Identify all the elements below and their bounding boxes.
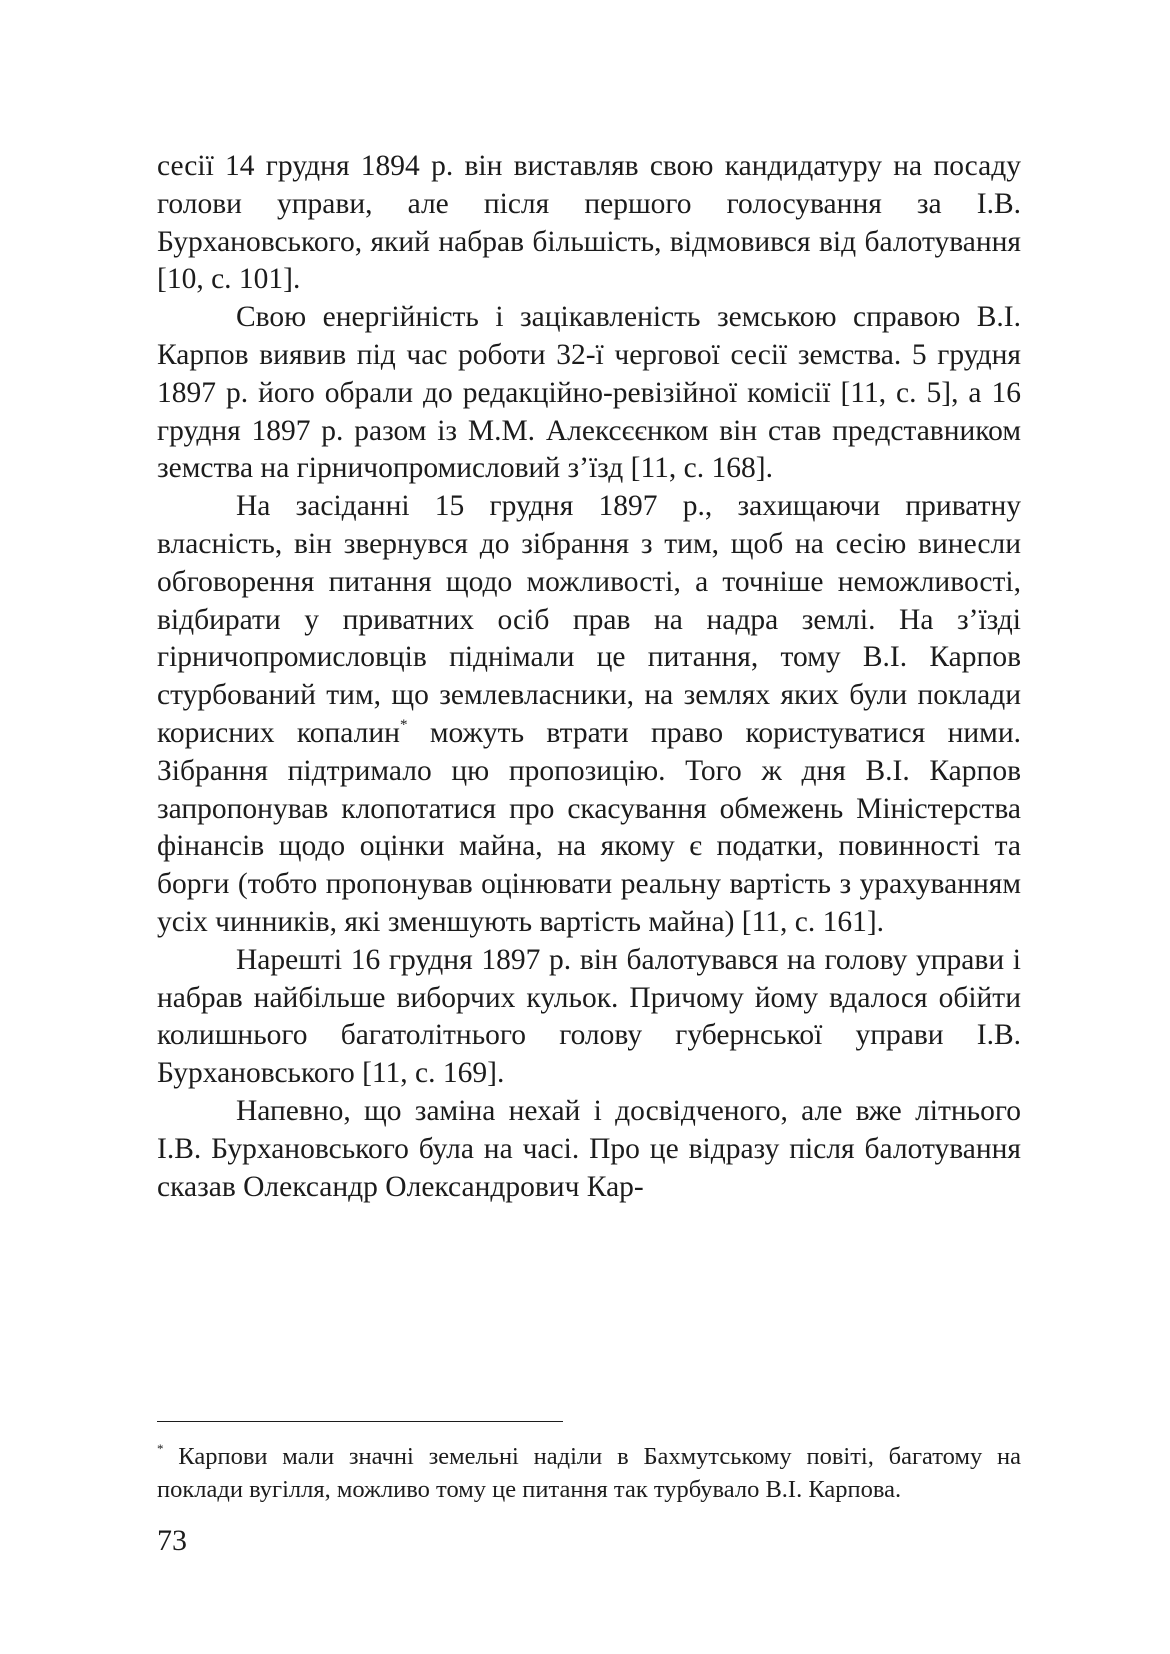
page-number: 73 [157, 1524, 187, 1557]
footnote-text: Карпови мали значні земельні наділи в Бахмутському повіті, багатому на поклади вугілля, можливо тому це питання так турбувало В.І. Карпова. [157, 1443, 1021, 1503]
body-paragraph-2: Свою енергійність і зацікавленість земською справою В.І. Карпов виявив під час роботи 32-ї чергової сесії земства. 5 грудня 1897 р. його обрали до редакційно-ревізійної комісії [11, с. 5], а 16 грудня 1897 р. разом із М.М. Алексєєнком він став представником земства на гірничопромисловий з’їзд [11, с. 168]. [157, 301, 1021, 485]
body-paragraph-4: Нарешті 16 грудня 1897 р. він балотувався на голову управи і набрав найбільше виборчих кульок. Причому йому вдалося обійти колишнього багатолітнього голову губернської управи І.В. Бурхановського [11, с. 169]. [157, 943, 1021, 1090]
body-paragraph-3 [157, 488, 1021, 942]
footnote [157, 1440, 1021, 1506]
page-body [157, 148, 1021, 1206]
paragraph-3-text-part-2: можуть втрати право користуватися ними. Зібрання підтримало цю пропозицію. Того ж дня В.І. Карпов запропонував клопотатися про скасування обмежень Міністерства фінансів щодо оцінки майна, на якому є податки, повинності та борги (тобто пропонував оцінювати реальну вартість з урахуванням усіх чинників, які зменшують вартість майна) [11, с. 161]. [157, 716, 1022, 938]
footnote-separator-line [157, 1421, 563, 1422]
footnote-reference-mark: * [399, 716, 408, 733]
body-paragraph-5: Напевно, що заміна нехай і досвідченого, але вже літнього І.В. Бурхановського була на часі. Про це відразу після балотування сказав Олександр Олександрович Кар- [157, 1094, 1021, 1203]
footnote-mark: * [157, 1441, 164, 1456]
paragraph-3-text-part-1: На засіданні 15 грудня 1897 р., захищаючи приватну власність, він звернувся до зібрання з тим, щоб на сесію винесли обговорення питання щодо можливості, а точніше неможливості, відбирати у приватних осіб прав на надра землі. На з’їзді гірничопромисловців піднімали це питання, тому В.І. Карпов стурбований тим, що землевласники, на землях яких були поклади корисних копалин [157, 490, 1021, 749]
body-paragraph-1: сесії 14 грудня 1894 р. він виставляв свою кандидатуру на посаду голови управи, але після першого голосування за І.В. Бурхановського, який набрав більшість, відмовився від балотування [10, с. 101]. [157, 150, 1021, 296]
